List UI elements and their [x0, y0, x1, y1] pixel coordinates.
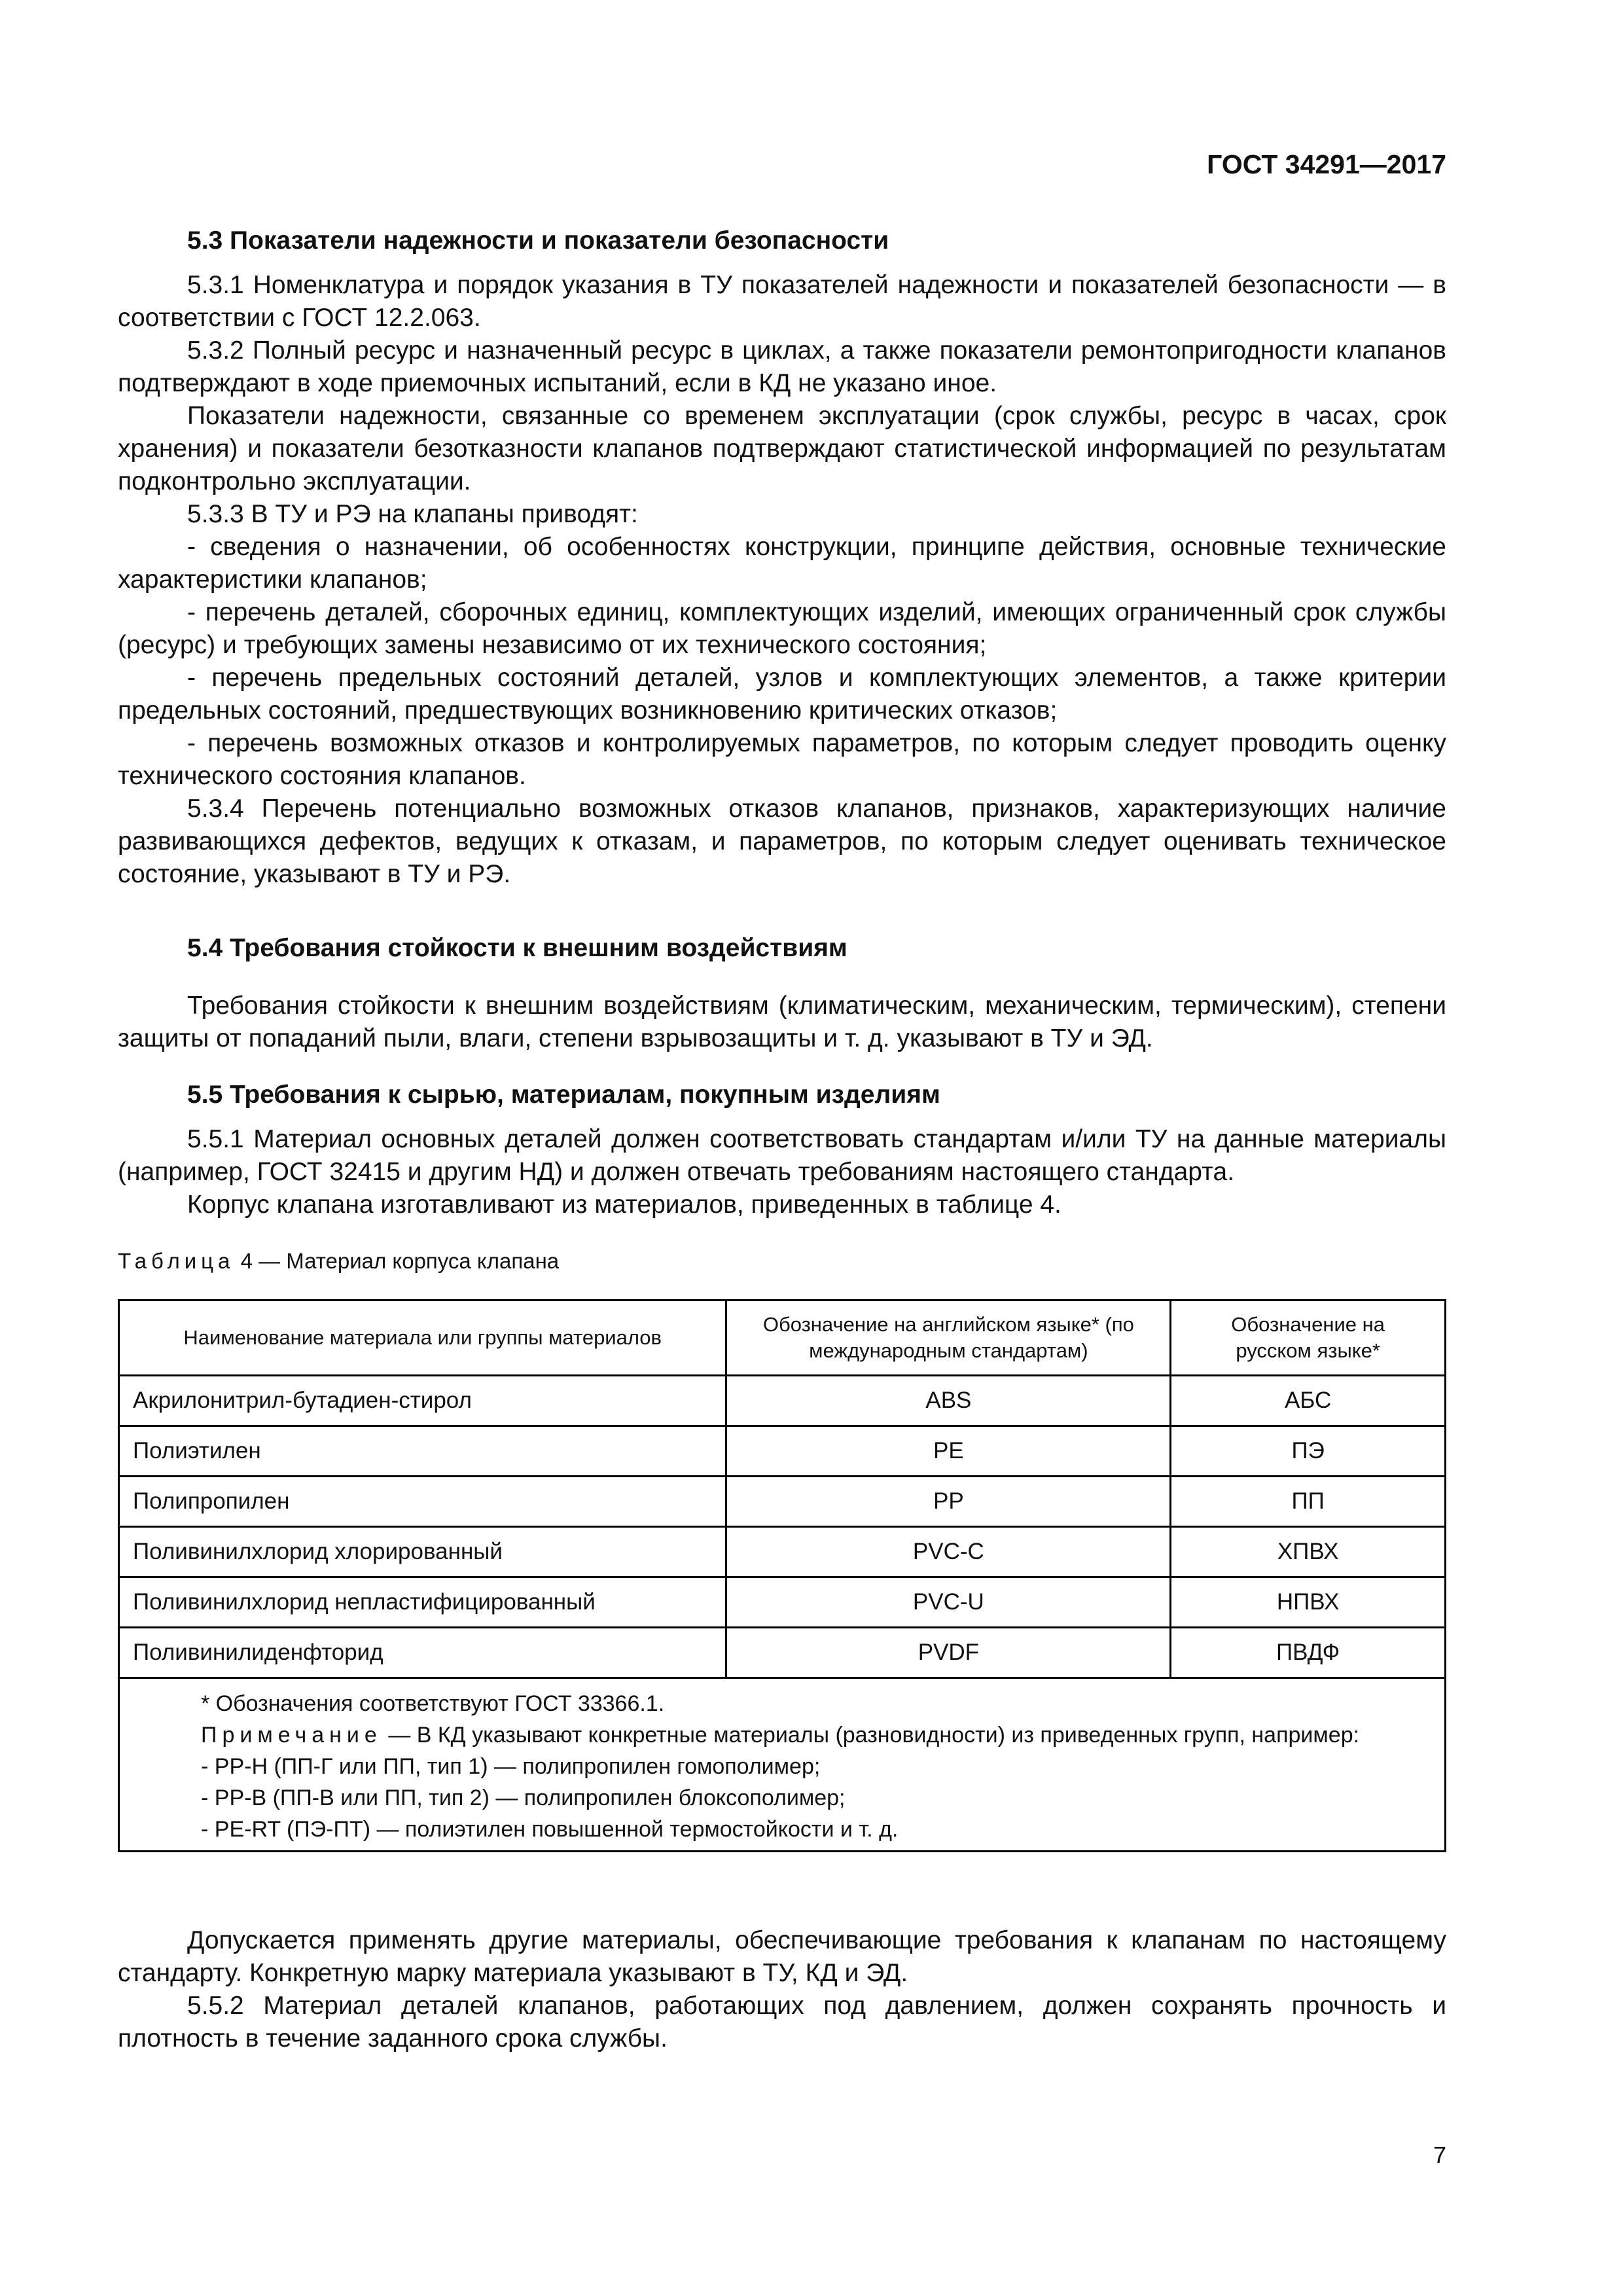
paragraph: Допускается применять другие материалы, обеспечивающие требования к клапанам по настоящему стандарту. Конкретную марку материала указывают в ТУ, КД и ЭД.	[118, 1926, 1446, 1987]
paragraph: Показатели надежности, связанные со временем эксплуатации (срок службы, ресурс в часах, срок хранения) и показатели безотказности клапанов подтверждают статистической информацией по результатам подконтрольно эксплуатации.	[118, 402, 1446, 495]
paragraph: 5.3.1 Номенклатура и порядок указания в ТУ показателей надежности и показателей безопасности — в соответствии с ГОСТ 12.2.063.	[118, 271, 1446, 332]
material-name-cell: Поливинилхлорид хлорированный	[119, 1527, 726, 1577]
paragraph: 5.5.2 Материал деталей клапанов, работающих под давлением, должен сохранять прочность и плотность в течение заданного срока службы.	[118, 1992, 1446, 2053]
column-header: Обозначение на английском языке* (по международным стандартам)	[726, 1300, 1171, 1376]
column-header: Наименование материала или группы материалов	[119, 1300, 726, 1376]
table-caption	[118, 1249, 559, 1274]
english-code-cell: PE	[726, 1426, 1171, 1477]
note-list-item: - PP-B (ПП-В или ПП, тип 2) — полипропилен блоксополимер;	[201, 1785, 846, 1810]
table-row	[119, 1477, 1446, 1527]
russian-code-cell: АБС	[1171, 1376, 1446, 1426]
table-note	[135, 1719, 1429, 1751]
section-heading: 5.5 Требования к сырью, материалам, покупным изделиям	[187, 1081, 940, 1109]
russian-code-cell: ПЭ	[1171, 1426, 1446, 1477]
document-code: ГОСТ 34291—2017	[1207, 149, 1446, 179]
table-row	[119, 1577, 1446, 1628]
table-footnote: * Обозначения соответствуют ГОСТ 33366.1.	[201, 1691, 665, 1716]
material-name-cell: Поливинилхлорид непластифицированный	[119, 1577, 726, 1628]
russian-code-cell: ХПВХ	[1171, 1527, 1446, 1577]
after-table-text	[118, 1924, 1446, 2055]
russian-code-cell: НПВХ	[1171, 1577, 1446, 1628]
note-list-item: - PP-H (ПП-Г или ПП, тип 1) — полипропилен гомополимер;	[201, 1754, 821, 1779]
material-name-cell: Акрилонитрил-бутадиен-стирол	[119, 1376, 726, 1426]
table-row	[119, 1628, 1446, 1678]
section-5-4	[118, 932, 1446, 1055]
table-notes	[119, 1678, 1446, 1852]
section-heading: 5.4 Требования стойкости к внешним воздействиям	[187, 934, 847, 962]
table-header-row	[119, 1300, 1446, 1376]
table-notes-row	[119, 1678, 1446, 1852]
material-name-cell: Полипропилен	[119, 1477, 726, 1527]
material-name-cell: Поливинилиденфторид	[119, 1628, 726, 1678]
paragraph: 5.3.4 Перечень потенциально возможных отказов клапанов, признаков, характеризующих наличие развивающихся дефектов, ведущих к отказам, и параметров, по которым следует оценивать техническое состояние, указывают в ТУ и РЭ.	[118, 795, 1446, 888]
paragraph: Требования стойкости к внешним воздействиям (климатическим, механическим, термическим), степени защиты от попаданий пыли, влаги, степени взрывозащиты и т. д. указывают в ТУ и ЭД.	[118, 992, 1446, 1052]
table-caption-text: 4 — Материал корпуса клапана	[240, 1249, 560, 1273]
english-code-cell: PVC-U	[726, 1577, 1171, 1628]
paragraph: Корпус клапана изготавливают из материалов, приведенных в таблице 4.	[187, 1191, 1061, 1219]
material-name-cell: Полиэтилен	[119, 1426, 726, 1477]
english-code-cell: PVDF	[726, 1628, 1171, 1678]
materials-table	[118, 1299, 1446, 1852]
page-number: 7	[1433, 2142, 1446, 2168]
paragraph: 5.3.3 В ТУ и РЭ на клапаны приводят:	[187, 500, 638, 528]
list-item: - перечень возможных отказов и контролируемых параметров, по которым следует проводить оценку технического состояния клапанов.	[118, 729, 1446, 790]
english-code-cell: PP	[726, 1477, 1171, 1527]
table-row	[119, 1426, 1446, 1477]
paragraph: 5.3.2 Полный ресурс и назначенный ресурс в циклах, а также показатели ремонтопригодности клапанов подтверждают в ходе приемочных испытаний, если в КД не указано иное.	[118, 336, 1446, 397]
english-code-cell: ABS	[726, 1376, 1171, 1426]
column-header: Обозначение на русском языке*	[1171, 1300, 1446, 1376]
table-row	[119, 1527, 1446, 1577]
russian-code-cell: ПП	[1171, 1477, 1446, 1527]
paragraph: 5.5.1 Материал основных деталей должен соответствовать стандартам и/или ТУ на данные материалы (например, ГОСТ 32415 и другим НД) и должен отвечать требованиям настоящего стандарта.	[118, 1125, 1446, 1186]
section-5-5	[118, 1079, 1446, 1221]
note-text: — В КД указывают конкретные материалы (разновидности) из приведенных групп, например:	[388, 1723, 1360, 1748]
list-item: - перечень предельных состояний деталей, узлов и комплектующих элементов, а также критерии предельных состояний, предшествующих возникновению критических отказов;	[118, 664, 1446, 725]
table-row	[119, 1376, 1446, 1426]
list-item: - перечень деталей, сборочных единиц, комплектующих изделий, имеющих ограниченный срок службы (ресурс) и требующих замены независимо от их технического состояния;	[118, 598, 1446, 659]
note-list-item: - PE-RT (ПЭ-ПТ) — полиэтилен повышенной термостойкости и т. д.	[201, 1817, 899, 1842]
english-code-cell: PVC-C	[726, 1527, 1171, 1577]
section-heading: 5.3 Показатели надежности и показатели безопасности	[187, 226, 889, 255]
table-caption-word: Таблица	[118, 1249, 235, 1273]
russian-code-cell: ПВДФ	[1171, 1628, 1446, 1678]
note-label: Примечание	[201, 1723, 382, 1748]
section-5-3	[118, 224, 1446, 891]
list-item: - сведения о назначении, об особенностях конструкции, принципе действия, основные технические характеристики клапанов;	[118, 533, 1446, 594]
